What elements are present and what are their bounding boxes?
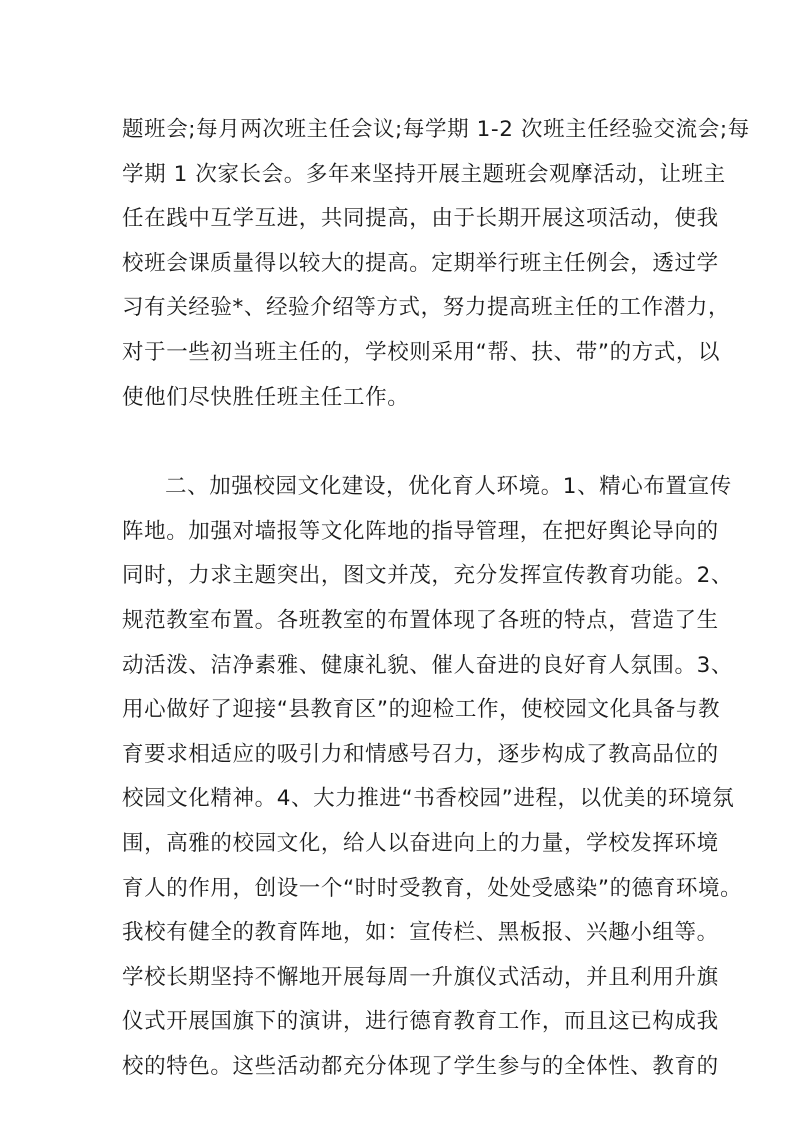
paragraph-spacer xyxy=(122,420,682,465)
text-line: 习有关经验*、经验介绍等方式，努力提高班主任的工作潜力， xyxy=(122,295,731,321)
text-line: 围，高雅的校园文化，给人以奋进向上的力量，学校发挥环境 xyxy=(122,830,719,856)
text-line: 校班会课质量得以较大的提高。定期举行班主任例会，透过学 xyxy=(122,250,719,276)
text-line: 育人的作用，创设一个“时时受教育，处处受感染”的德育环境。 xyxy=(122,875,743,901)
text-line: 仪式开展国旗下的演讲，进行德育教育工作，而且这已构成我 xyxy=(122,1009,719,1035)
document-page xyxy=(122,108,750,1089)
text-line: 我校有健全的教育阵地，如：宣传栏、黑板报、兴趣小组等。 xyxy=(122,920,719,946)
text-line: 对于一些初当班主任的，学校则采用“帮、扶、带”的方式，以 xyxy=(122,339,721,365)
text-line: 育要求相适应的吸引力和情感号召力，逐步构成了教高品位的 xyxy=(122,741,719,767)
text-line: 阵地。加强对墙报等文化阵地的指导管理，在把好舆论导向的 xyxy=(122,518,719,544)
text-line: 校的特色。这些活动都充分体现了学生参与的全体性、教育的 xyxy=(122,1053,719,1079)
text-line: 学校长期坚持不懈地开展每周一升旗仪式活动，并且利用升旗 xyxy=(122,964,719,990)
text-line: 规范教室布置。各班教室的布置体现了各班的特点，营造了生 xyxy=(122,607,719,633)
text-line: 动活泼、洁净素雅、健康礼貌、催人奋进的良好育人氛围。3、 xyxy=(122,652,733,678)
text-line: 用心做好了迎接“县教育区”的迎检工作，使校园文化具备与教 xyxy=(122,697,721,723)
text-line: 使他们尽快胜任班主任工作。 xyxy=(122,384,410,410)
text-line: 二、加强校园文化建设，优化育人环境。1、精心布置宣传 xyxy=(165,474,732,500)
paragraph-1 xyxy=(122,108,750,420)
text-line: 任在践中互学互进，共同提高，由于长期开展这项活动，使我 xyxy=(122,206,719,232)
paragraph-2 xyxy=(122,465,743,1089)
text-line: 校园文化精神。4、大力推进“书香校园”进程，以优美的环境氛 xyxy=(122,786,735,812)
text-line: 同时，力求主题突出，图文并茂，充分发挥宣传教育功能。2、 xyxy=(122,563,733,589)
text-line: 题班会;每月两次班主任会议;每学期 1-2 次班主任经验交流会;每 xyxy=(122,117,750,142)
text-line: 学期 1 次家长会。多年来坚持开展主题班会观摩活动，让班主 xyxy=(122,161,726,187)
